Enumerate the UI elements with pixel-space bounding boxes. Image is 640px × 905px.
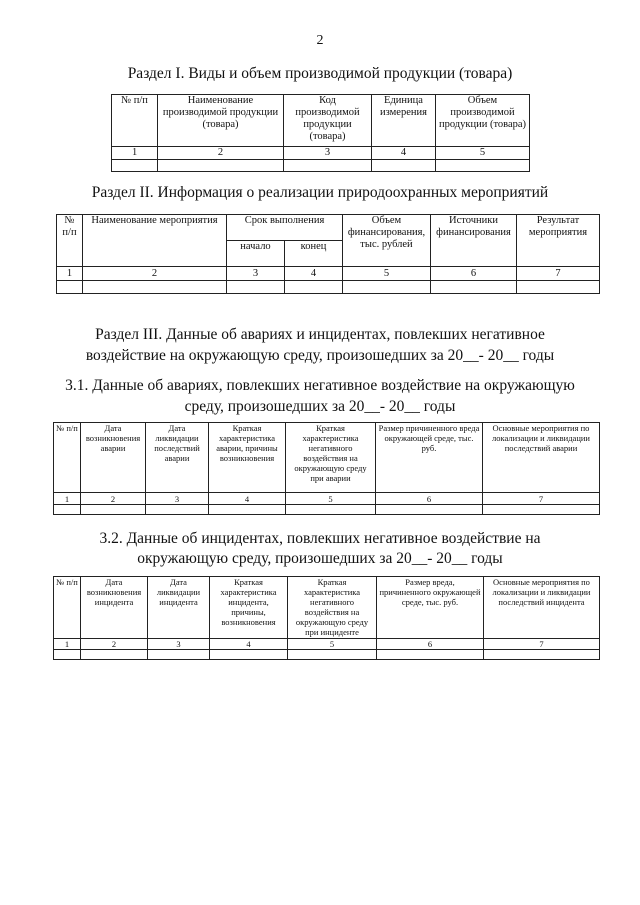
column-number: 1 (54, 493, 81, 505)
empty-cell (484, 650, 600, 660)
empty-cell (83, 281, 227, 294)
header-cell: Краткая характеристика негативного воздействия на окружающую среду при инциденте (288, 577, 377, 639)
empty-cell (57, 281, 83, 294)
table-header-row (57, 215, 600, 241)
empty-cell (158, 160, 284, 172)
header-cell: Краткая характеристика инцидента, причины, возникновения (210, 577, 288, 639)
empty-cell (517, 281, 600, 294)
empty-cell (343, 281, 431, 294)
header-cell: Объем производимой продукции (товара) (436, 95, 530, 147)
section1-title: Раздел I. Виды и объем производимой продукции (товара) (127, 65, 513, 82)
table-row (54, 505, 600, 515)
incidents-table (53, 576, 600, 660)
header-cell: Дата возникновения аварии (81, 423, 146, 493)
header-cell: Дата ликвидации последствий аварии (146, 423, 209, 493)
column-number-row (57, 267, 600, 281)
column-number: 2 (81, 493, 146, 505)
column-number: 2 (158, 147, 284, 160)
column-number: 3 (146, 493, 209, 505)
empty-cell (285, 281, 343, 294)
header-cell: начало (227, 241, 285, 267)
header-cell: конец (285, 241, 343, 267)
header-cell: № п/п (54, 577, 81, 639)
column-number: 6 (377, 639, 484, 650)
subsection31-title-line1: 3.1. Данные об авариях, повлекших негативное воздействие на окружающую (65, 377, 575, 394)
table-row (112, 160, 530, 172)
header-cell: Объем финансирования, тыс. рублей (343, 215, 431, 267)
empty-cell (54, 650, 81, 660)
column-number: 2 (81, 639, 148, 650)
header-cell: Срок выполнения (227, 215, 343, 241)
subsection32-title-line1: 3.2. Данные об инцидентах, повлекших негативное воздействие на (99, 530, 541, 547)
subsection31-title-line2: среду, произошедших за 20__- 20__ годы (184, 398, 456, 415)
header-cell: Основные мероприятия по локализации и ликвидации последствий инцидента (484, 577, 600, 639)
table-header-row (54, 423, 600, 493)
empty-cell (284, 160, 372, 172)
column-number: 5 (343, 267, 431, 281)
table-row (54, 650, 600, 660)
column-number-row (54, 493, 600, 505)
empty-cell (81, 650, 148, 660)
header-cell: Единица измерения (372, 95, 436, 147)
column-number: 5 (286, 493, 376, 505)
column-number: 6 (431, 267, 517, 281)
empty-cell (148, 650, 210, 660)
empty-cell (288, 650, 377, 660)
empty-cell (286, 505, 376, 515)
header-cell: Код производимой продукции (товара) (284, 95, 372, 147)
empty-cell (431, 281, 517, 294)
empty-cell (146, 505, 209, 515)
header-cell: № п/п (54, 423, 81, 493)
header-cell: Наименование мероприятия (83, 215, 227, 267)
section2-title: Раздел II. Информация о реализации природоохранных мероприятий (91, 184, 549, 201)
section2-table (56, 214, 600, 294)
column-number: 3 (227, 267, 285, 281)
section3-title-line2: воздействие на окружающую среду, произошедших за 20__- 20__ годы (85, 347, 555, 364)
section1-table (111, 94, 530, 172)
empty-cell (209, 505, 286, 515)
header-cell: Основные мероприятия по локализации и ликвидации последствий аварии (483, 423, 600, 493)
empty-cell (436, 160, 530, 172)
column-number: 7 (483, 493, 600, 505)
empty-cell (112, 160, 158, 172)
column-number-row (112, 147, 530, 160)
column-number-row (54, 639, 600, 650)
header-cell: Размер причиненного вреда окружающей среде, тыс. руб. (376, 423, 483, 493)
column-number: 7 (517, 267, 600, 281)
column-number: 6 (376, 493, 483, 505)
column-number: 1 (54, 639, 81, 650)
accidents-table (53, 422, 600, 515)
column-number: 1 (112, 147, 158, 160)
empty-cell (227, 281, 285, 294)
header-cell: Размер вреда, причиненного окружающей среде, тыс. руб. (377, 577, 484, 639)
header-cell: Дата ликвидации инцидента (148, 577, 210, 639)
header-cell: № п/п (112, 95, 158, 147)
empty-cell (483, 505, 600, 515)
column-number: 5 (288, 639, 377, 650)
section3-title-line1: Раздел III. Данные об авариях и инцидентах, повлекших негативное (95, 326, 545, 343)
table-row (57, 281, 600, 294)
header-cell: Источники финансирования (431, 215, 517, 267)
subsection32-title-line2: окружающую среду, произошедших за 20__- 20__ годы (137, 550, 503, 567)
column-number: 4 (372, 147, 436, 160)
empty-cell (376, 505, 483, 515)
header-cell: Результат мероприятия (517, 215, 600, 267)
empty-cell (81, 505, 146, 515)
empty-cell (210, 650, 288, 660)
header-cell: Краткая характеристика негативного воздействия на окружающую среду при аварии (286, 423, 376, 493)
column-number: 7 (484, 639, 600, 650)
header-cell: Наименование производимой продукции (товара) (158, 95, 284, 147)
column-number: 2 (83, 267, 227, 281)
table-header-row (54, 577, 600, 639)
page-number: 2 (316, 33, 324, 48)
column-number: 3 (284, 147, 372, 160)
header-cell: Дата возникновения инцидента (81, 577, 148, 639)
column-number: 3 (148, 639, 210, 650)
column-number: 1 (57, 267, 83, 281)
empty-cell (54, 505, 81, 515)
empty-cell (377, 650, 484, 660)
column-number: 4 (285, 267, 343, 281)
column-number: 5 (436, 147, 530, 160)
empty-cell (372, 160, 436, 172)
column-number: 4 (210, 639, 288, 650)
column-number: 4 (209, 493, 286, 505)
header-cell: Краткая характеристика аварии, причины возникновения (209, 423, 286, 493)
table-header-row (112, 95, 530, 147)
header-cell: № п/п (57, 215, 83, 267)
